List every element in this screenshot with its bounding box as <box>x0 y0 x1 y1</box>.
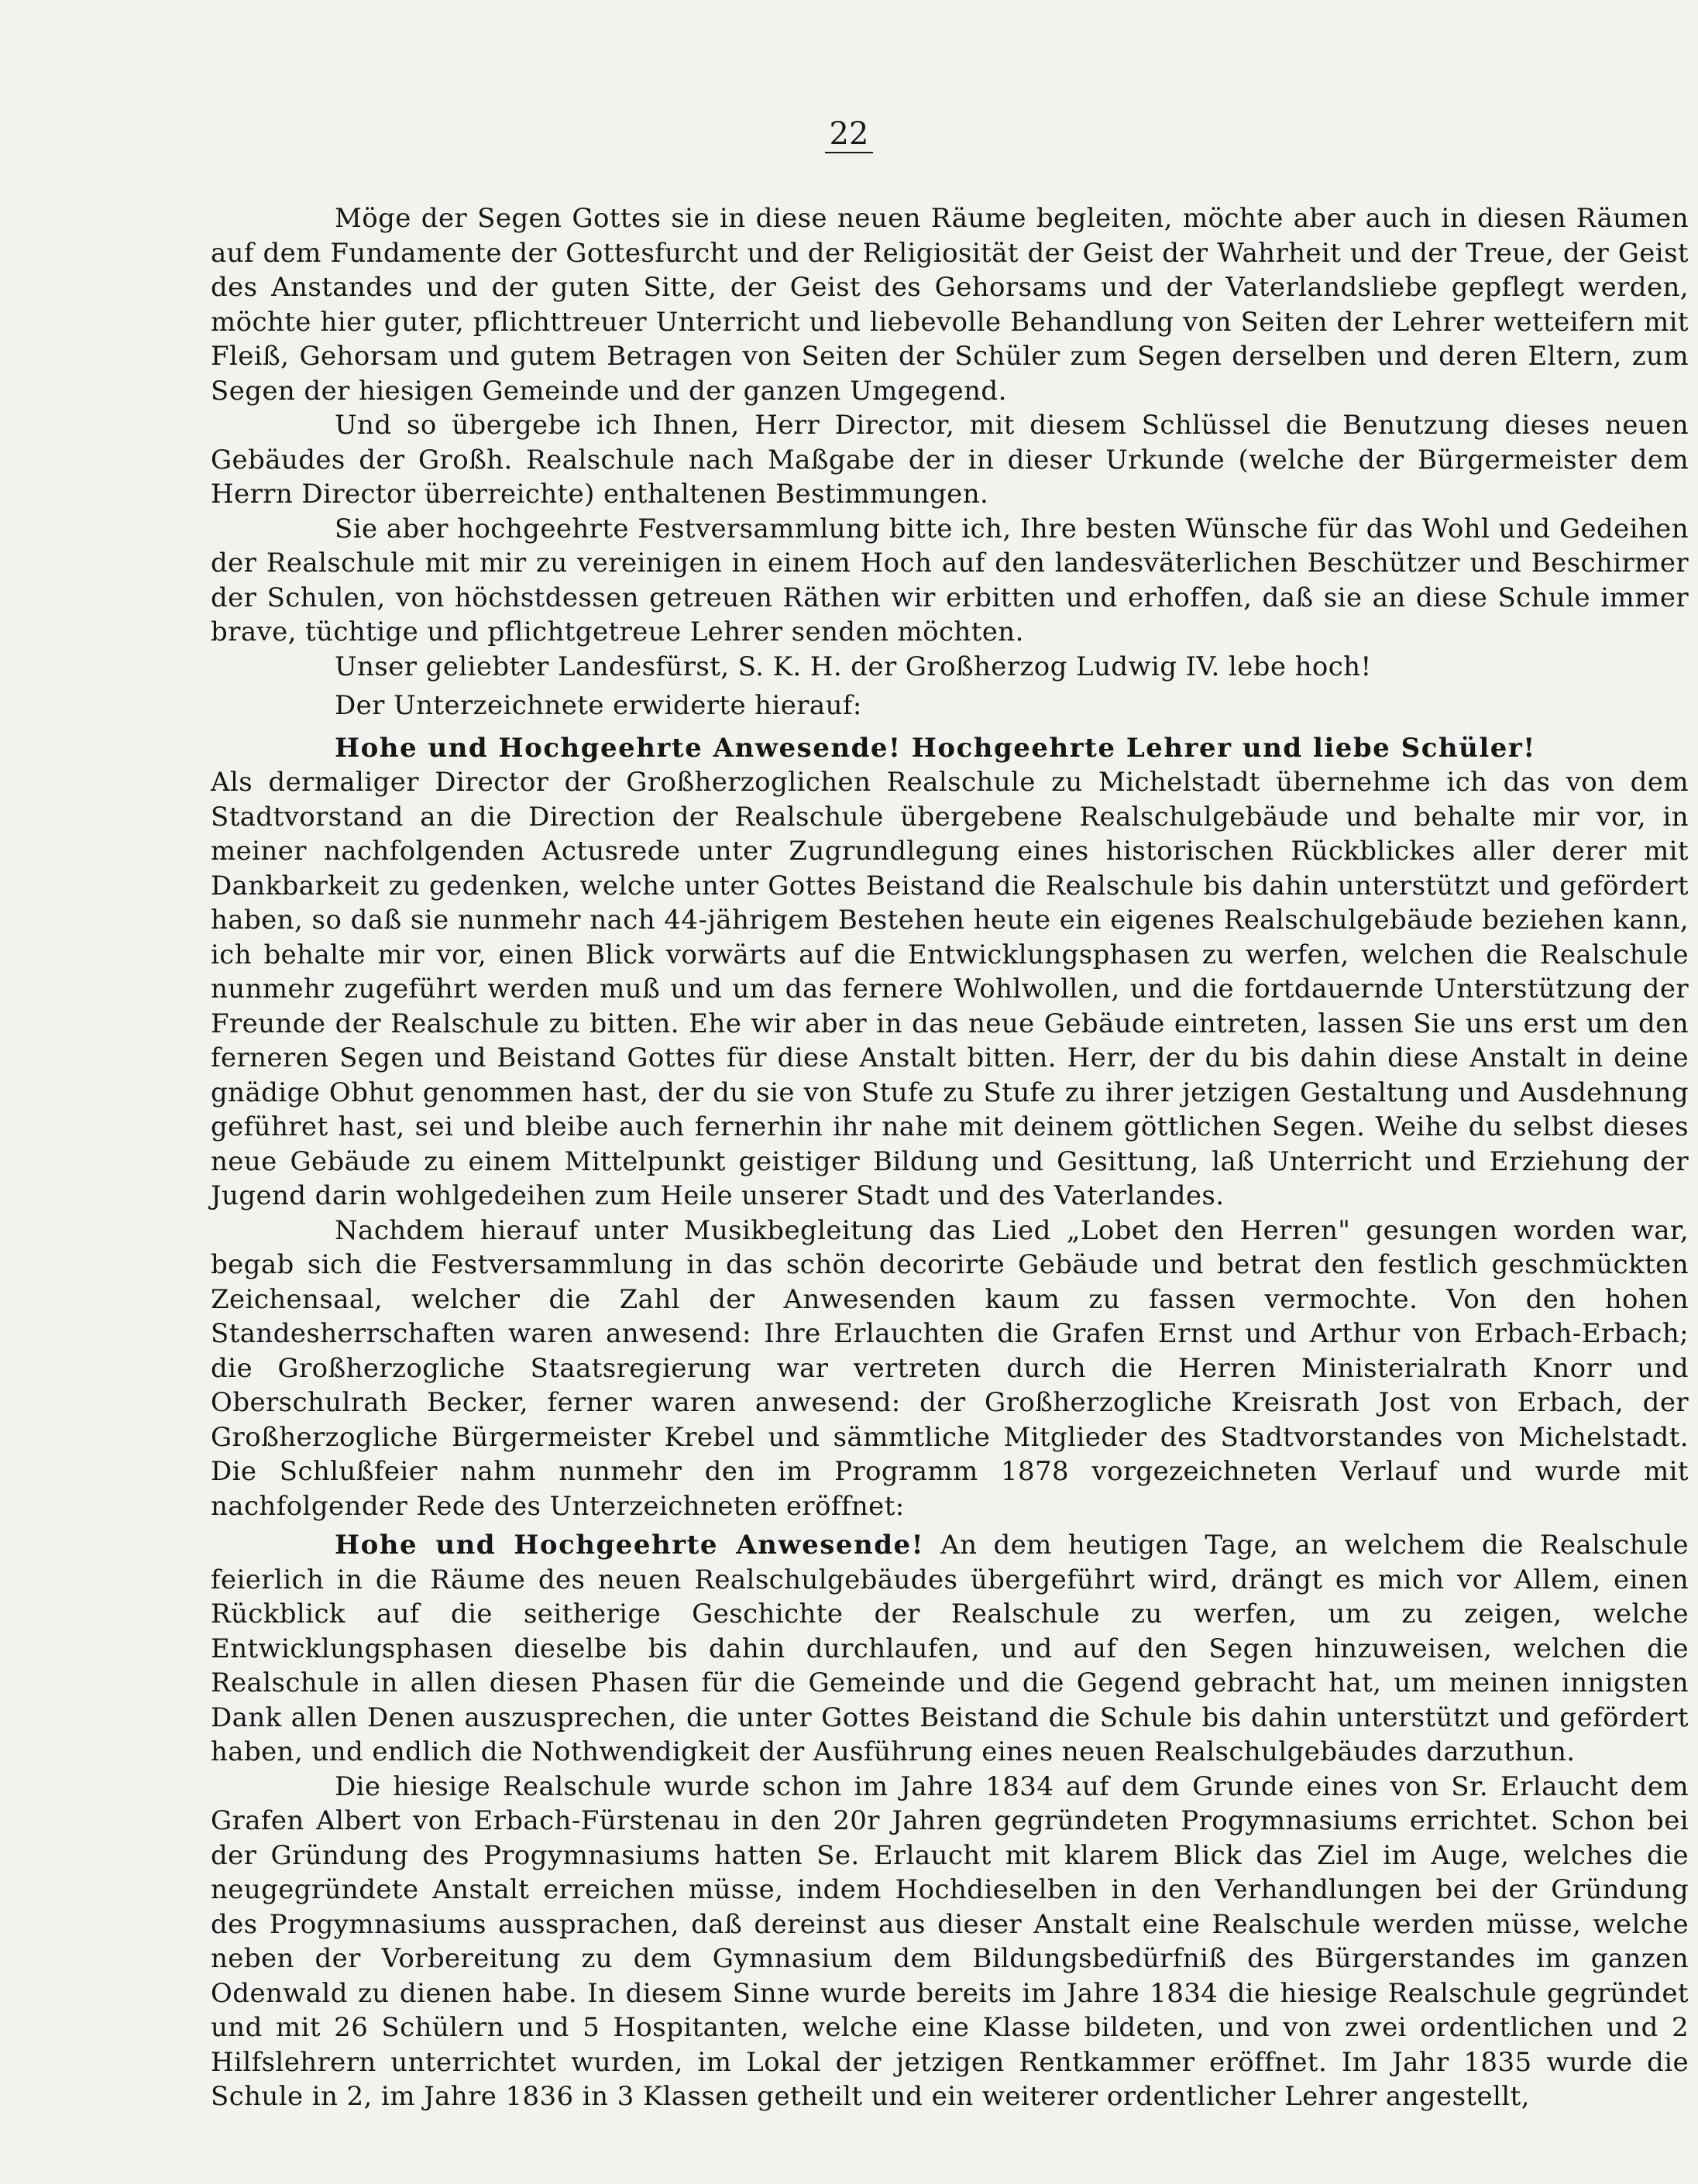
text-body <box>211 201 1689 2114</box>
paragraph-rueckblick: An dem heutigen Tage, an welchem die Realschule feierlich in die Räume des neuen Realschulgebäudes übergeführt wird, drängt es mich vor Allem, einen Rückblick auf die seitherige Geschichte der Realschule zu werfen, um zu zeigen, welche Entwicklungsphasen dieselbe bis dahin durchlaufen, und auf den Segen hinzuweisen, welchen die Realschule in allen diesen Phasen für die Gemeinde und die Gegend gebracht hat, um meinen innigsten Dank allen Denen auszusprechen, die unter Gottes Beistand die Schule bis dahin unterstützt und gefördert haben, und endlich die Nothwendigkeit der Ausführung eines neuen Realschulgebäudes darzuthun. <box>211 1530 1689 1767</box>
paragraph-segen: Möge der Segen Gottes sie in diese neuen Räume begleiten, möchte aber auch in diesen Räumen auf dem Fundamente der Gottesfurcht und der Religiosität der Geist der Wahrheit und der Treue, der Geist des Anstandes und der guten Sitte, der Geist des Gehorsams und der Vaterlandsliebe gepflegt werden, möchte hier guter, pflichttreuer Unterricht und liebevolle Behandlung von Seiten der Lehrer wetteifern mit Fleiß, Gehorsam und gutem Betragen von Seiten der Schüler zum Segen derselben und deren Eltern, zum Segen der hiesigen Gemeinde und der ganzen Umgegend. <box>211 203 1689 407</box>
heading-anrede-2: Hohe und Hochgeehrte Anwesende! <box>335 1530 925 1561</box>
paragraph-director: Als dermaliger Director der Großherzoglichen Realschule zu Michelstadt übernehme ich das von dem Stadtvorstand an die Direction der Realschule übergebene Realschulgebäude und behalte mir vor, in meiner nachfolgenden Actusrede unter Zugrundlegung eines historischen Rückblickes aller derer mit Dankbarkeit zu gedenken, welche unter Gottes Beistand die Realschule bis dahin unterstützt und gefördert haben, so daß sie nunmehr nach 44-jährigem Bestehen heute ein eigenes Realschulgebäude beziehen kann, ich behalte mir vor, einen Blick vorwärts auf die Entwicklungsphasen zu werfen, welchen die Realschule nunmehr zugeführt werden muß und um das fernere Wohlwollen, und die fortdauernde Unterstützung der Freunde der Realschule zu bitten. Ehe wir aber in das neue Gebäude eintreten, lassen Sie uns erst um den ferneren Segen und Beistand Gottes für diese Anstalt bitten. Herr, der du bis dahin diese Anstalt in deine gnädige Obhut genommen hast, der du sie von Stufe zu Stufe zu ihrer jetzigen Gestaltung und Ausdehnung geführet hast, sei und bleibe auch fernerhin ihr nahe mit deinem göttlichen Segen. Weihe du selbst dieses neue Gebäude zu einem Mittelpunkt geistiger Bildung und Gesittung, laß Unterricht und Erziehung der Jugend darin wohlgedeihen zum Heile unserer Stadt und des Vaterlandes. <box>211 767 1689 1211</box>
paragraph-festfeier: Nachdem hierauf unter Musikbegleitung das Lied „Lobet den Herren" gesungen worden war, begab sich die Festversammlung in das schön decorirte Gebäude und betrat den festlich geschmückten Zeichensaal, welcher die Zahl der Anwesenden kaum zu fassen vermochte. Von den hohen Standesherrschaften waren anwesend: Ihre Erlauchten die Grafen Ernst und Arthur von Erbach-Erbach; die Großherzogliche Staatsregierung war vertreten durch die Herren Ministerialrath Knorr und Oberschulrath Becker, ferner waren anwesend: der Großherzogliche Kreisrath Jost von Erbach, der Großherzogliche Bürgermeister Krebel und sämmtliche Mitglieder des Stadtvorstandes von Michelstadt. Die Schlußfeier nahm nunmehr den im Programm 1878 vorgezeichneten Verlauf und wurde mit nachfolgender Rede des Unterzeichneten eröffnet: <box>211 1214 1689 1522</box>
paragraph-erwiderung: Der Unterzeichnete erwiderte hierauf: <box>335 690 862 721</box>
paragraph-rede-start <box>211 1528 1689 1770</box>
paragraph-uebergabe: Und so übergebe ich Ihnen, Herr Director, mit diesem Schlüssel die Benutzung dieses neuen Gebäudes der Großh. Realschule nach Maßgabe der in dieser Urkunde (welche der Bürgermeister dem Herrn Director überreichte) enthaltenen Bestimmungen. <box>211 410 1689 510</box>
paragraph-festversammlung: Sie aber hochgeehrte Festversammlung bitte ich, Ihre besten Wünsche für das Wohl und Gedeihen der Realschule mit mir zu vereinigen in einem Hoch auf den landesväterlichen Beschützer und Beschirmer der Schulen, von höchstdessen getreuen Räthen wir erbitten und erhoffen, daß sie an diese Schule immer brave, tüchtige und pflichtgetreue Lehrer senden möchten. <box>211 513 1689 647</box>
page-number <box>0 116 1698 152</box>
page-number-text: 22 <box>825 116 874 153</box>
paragraph-geschichte: Die hiesige Realschule wurde schon im Jahre 1834 auf dem Grunde eines von Sr. Erlaucht dem Grafen Albert von Erbach-Fürstenau in den 20r Jahren gegründeten Progymnasiums errichtet. Schon bei der Gründung des Progymnasiums hatten Se. Erlaucht mit klarem Blick das Ziel im Auge, welches die neugegründete Anstalt erreichen müsse, indem Hochdieselben in den Verhandlungen bei der Gründung des Progymnasiums aussprachen, daß dereinst aus dieser Anstalt eine Realschule werden müsse, welche neben der Vorbereitung zu dem Gymnasium dem Bildungsbedürfniß des Bürgerstandes im ganzen Odenwald zu dienen habe. In diesem Sinne wurde bereits im Jahre 1834 die hiesige Realschule gegründet und mit 26 Schülern und 5 Hospitanten, welche eine Klasse bildeten, und von zwei ordentlichen und 2 Hilfslehrern unterrichtet wurden, im Lokal der jetzigen Rentkammer eröffnet. Im Jahr 1835 wurde die Schule in 2, im Jahre 1836 in 3 Klassen getheilt und ein weiterer ordentlicher Lehrer angestellt, <box>211 1770 1689 2112</box>
paragraph-landesfuerst: Unser geliebter Landesfürst, S. K. H. der Großherzog Ludwig IV. lebe hoch! <box>335 651 1372 682</box>
heading-anrede-1: Hohe und Hochgeehrte Anwesende! Hochgeehrte Lehrer und liebe Schüler! <box>335 732 1536 764</box>
